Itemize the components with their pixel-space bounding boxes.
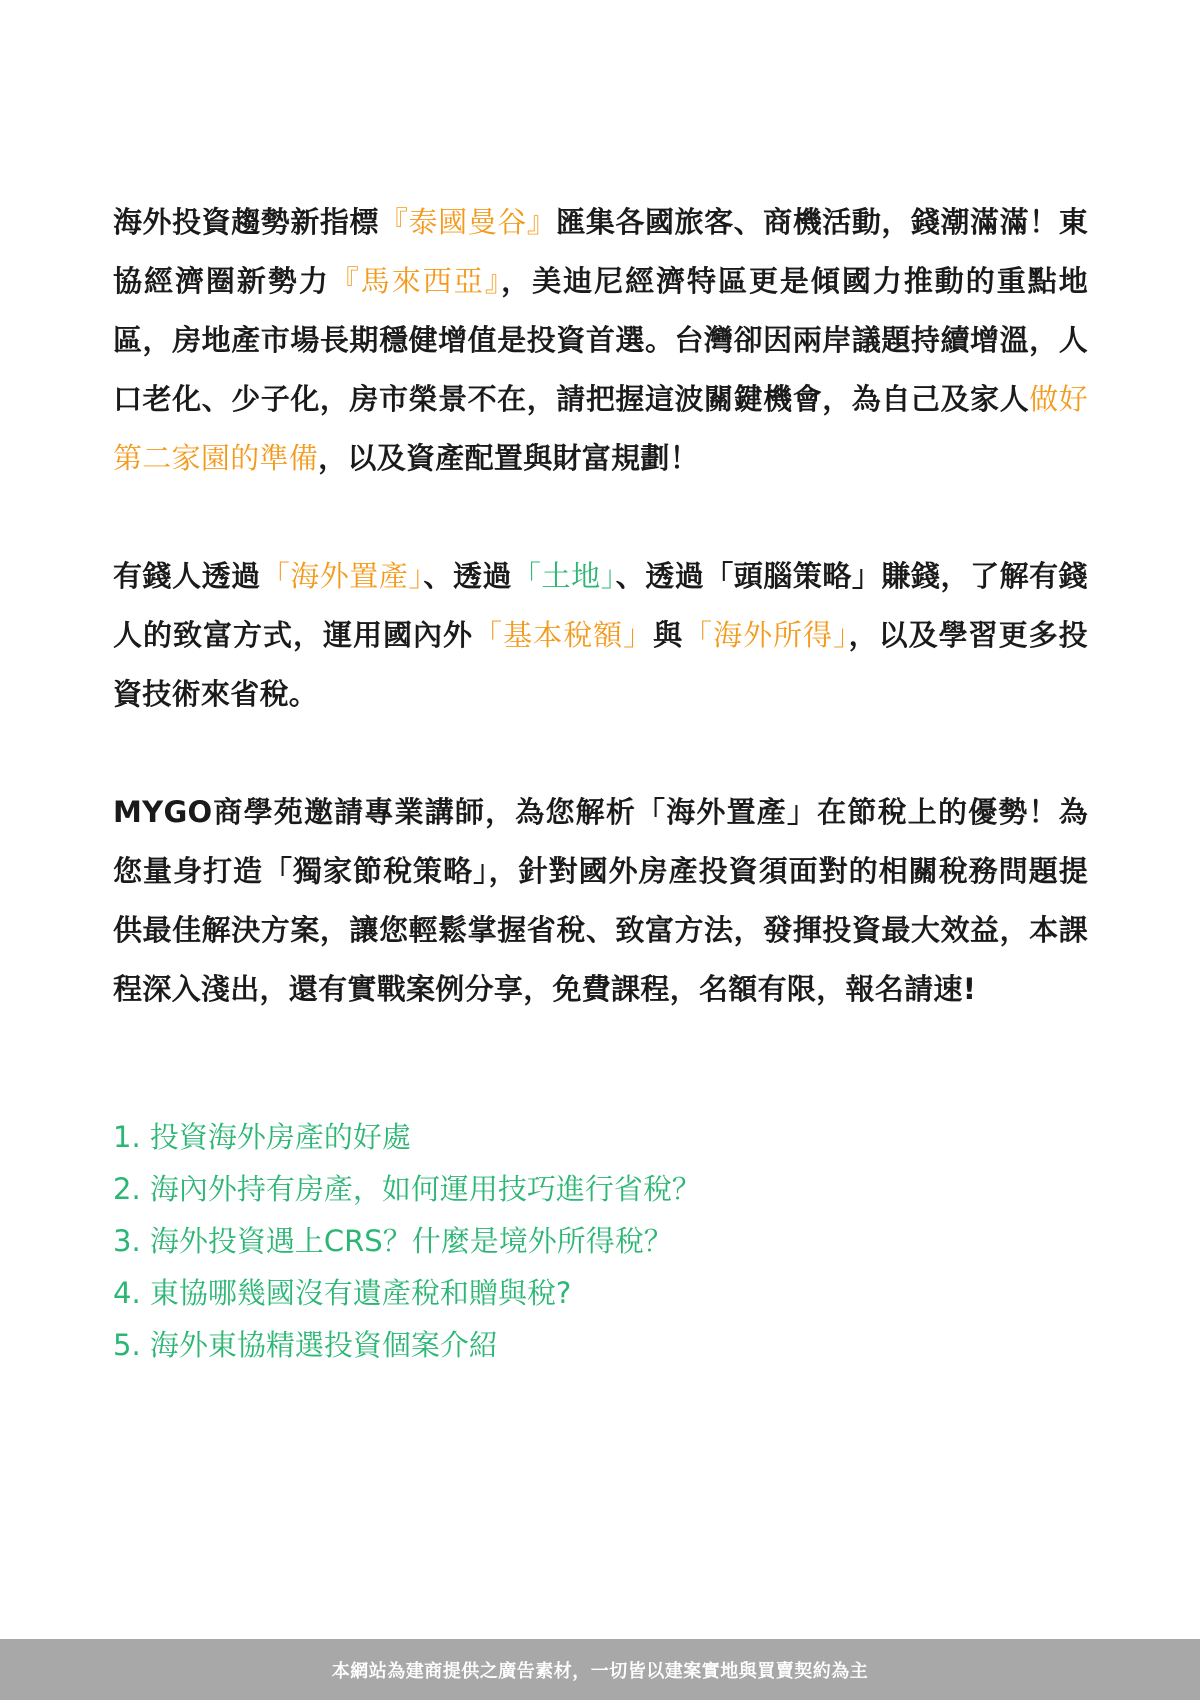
text-segment: 、透過「頭腦策略」賺錢，了解有錢人的致富方式，運用國內外 [113, 559, 1088, 652]
footer-disclaimer-bar [0, 1639, 1200, 1700]
text-segment: 與 [653, 618, 684, 652]
text-segment: ，以及資產配置與財富規劃！ [318, 441, 700, 475]
highlight-overseas-income: 「海外所得」 [683, 618, 849, 652]
text-segment: 有錢人透過 [113, 559, 261, 593]
highlight-overseas-property: 「海外置產」 [260, 559, 424, 593]
text-segment: 海外投資趨勢新指標 [113, 205, 379, 239]
highlight-second-home: 做好第二家園的準備 [113, 382, 1088, 475]
list-item: 4. 東協哪幾國沒有遺產稅和贈與稅? [113, 1276, 572, 1310]
text-segment: 匯集各國旅客、商機活動，錢潮滿滿！東協經濟圈新勢力 [113, 205, 1089, 298]
paragraph-rich-strategies [113, 547, 1088, 724]
paragraph-course-invitation: MYGO商學苑邀請專業講師，為您解析「海外置產」在節稅上的優勢！為您量身打造「獨家節稅策略」，針對國外房產投資須面對的相關稅務問題提供最佳解決方案，讓您輕鬆掌握省稅、致富方法，發揮投資最大效益，本課程深入淺出，還有實戰案例分享，免費課程，名額有限，報名請速! [113, 795, 1088, 1006]
list-item: 5. 海外東協精選投資個案介紹 [113, 1328, 498, 1362]
highlight-land: 「土地」 [512, 559, 616, 593]
course-topics-list [113, 1111, 701, 1371]
list-item: 1. 投資海外房產的好處 [113, 1120, 411, 1154]
text-segment: ，以及學習更多投資技術來省稅。 [113, 618, 1088, 711]
text-segment: ，美迪尼經濟特區更是傾國力推動的重點地區，房地產市場長期穩健增值是投資首選。台灣卻因兩岸議題持續增溫，人口老化、少子化，房市榮景不在，請把握這波關鍵機會，為自己及家人 [113, 264, 1088, 416]
highlight-bangkok: 『泰國曼谷』 [378, 205, 557, 239]
list-item: 2. 海內外持有房產，如何運用技巧進行省稅？ [113, 1172, 701, 1206]
footer-disclaimer-text: 本網站為建商提供之廣告素材，一切皆以建案實地與買賣契約為主 [331, 1660, 869, 1682]
paragraph-overseas-trends [113, 193, 1088, 488]
text-segment: 、透過 [423, 559, 513, 593]
highlight-basic-tax: 「基本稅額」 [473, 618, 654, 652]
intro-content [113, 193, 1088, 1019]
list-item: 3. 海外投資遇上CRS？什麼是境外所得稅？ [113, 1224, 673, 1258]
highlight-malaysia: 『馬來西亞』 [329, 264, 502, 298]
